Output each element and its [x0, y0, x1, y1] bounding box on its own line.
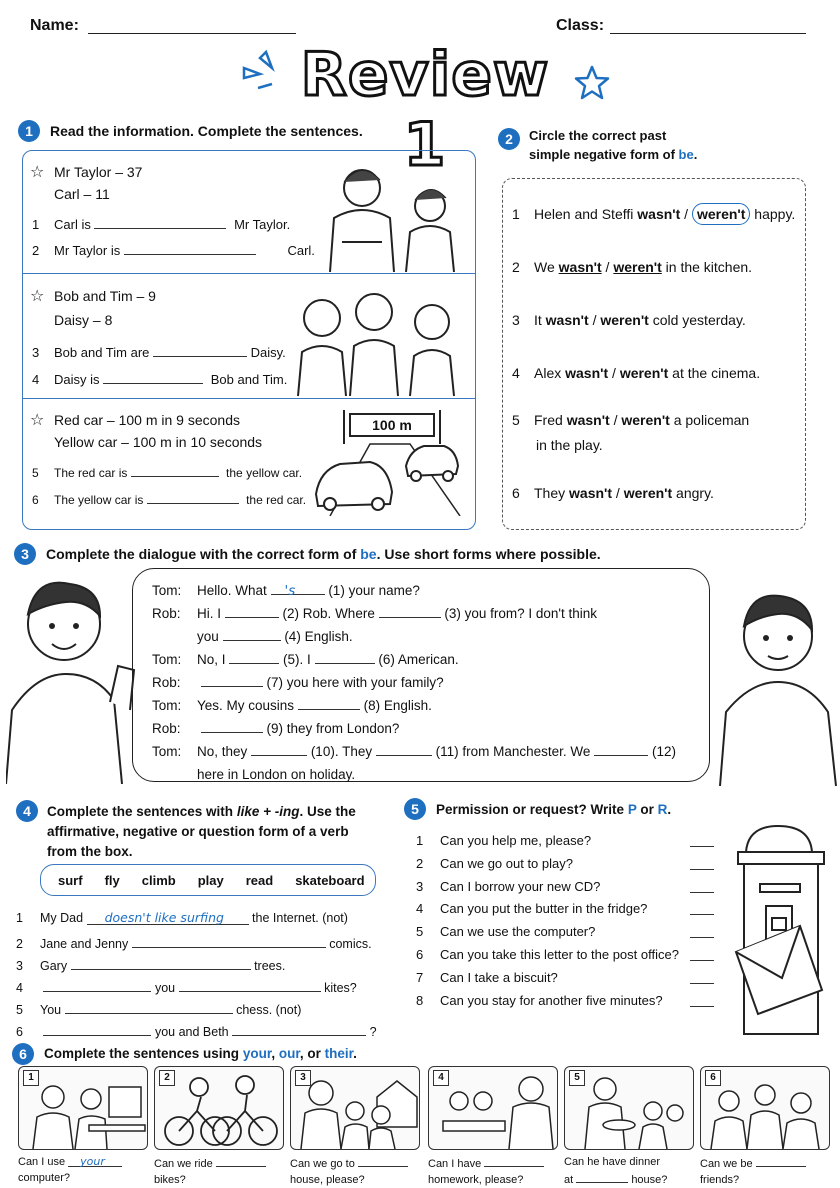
- finish-sign: 100 m: [372, 417, 412, 433]
- star-bullet-icon: ☆: [30, 412, 45, 429]
- caption-1: Can I use your computer?: [18, 1154, 146, 1186]
- caption-3: Can we go to house, please?: [290, 1154, 418, 1188]
- man-and-boy-illustration: [322, 158, 472, 272]
- answer-blank[interactable]: [576, 1170, 628, 1183]
- answer-blank[interactable]: [690, 990, 714, 1007]
- picture-6: 6: [700, 1066, 830, 1150]
- caption-6: Can we be friends?: [700, 1154, 828, 1188]
- answer-blank[interactable]: [65, 999, 233, 1014]
- info-text: Daisy – 8: [54, 312, 113, 328]
- answer-blank[interactable]: [594, 741, 648, 756]
- answer-blank[interactable]: [358, 1154, 408, 1167]
- picture-5: 5: [564, 1066, 694, 1150]
- picture-3: 3: [290, 1066, 420, 1150]
- section-5-badge: 5: [404, 798, 426, 820]
- answer-blank[interactable]: [315, 649, 375, 664]
- answer-blank[interactable]: [43, 1021, 151, 1036]
- answer-blank[interactable]: [756, 1154, 806, 1167]
- star-bullet-icon: ☆: [30, 164, 45, 181]
- exercise-4-2: 2 Jane and Jenny comics.: [16, 933, 372, 951]
- answer-blank[interactable]: [376, 741, 432, 756]
- answer-blank[interactable]: [103, 369, 203, 384]
- section-2-title-line1: Circle the correct past: [529, 128, 667, 143]
- section-5-title: Permission or request? Write P or R.: [436, 802, 672, 817]
- caption-5: Can he have dinner at house?: [564, 1156, 668, 1186]
- list-item: 5 Can we use the computer?: [416, 921, 716, 944]
- exercise-2-2: 2 We wasn't / weren't in the kitchen.: [512, 259, 753, 275]
- exercise-4-4: 4 you kites?: [16, 977, 357, 995]
- exercise-2-4: 4 Alex wasn't / weren't at the cinema.: [512, 365, 761, 381]
- exercise-4-1: 1 My Dad doesn't like surfing the Internet. (not): [16, 910, 348, 925]
- rob-illustration: [716, 582, 840, 786]
- answer-blank[interactable]: [132, 933, 326, 948]
- answer-blank[interactable]: [232, 1021, 366, 1036]
- answer-blank[interactable]: [690, 876, 714, 893]
- list-item: 2 Can we go out to play?: [416, 853, 716, 876]
- section-4-badge: 4: [16, 800, 38, 822]
- exercise-4-5: 5 You chess. (not): [16, 999, 301, 1017]
- answer-blank[interactable]: [690, 853, 714, 870]
- exercise-1-6: 6 The yellow car is the red car.: [32, 489, 306, 507]
- exercise-4-6: 6 you and Beth ?: [16, 1021, 377, 1039]
- divider: [22, 398, 476, 399]
- circled-answer[interactable]: weren't: [692, 203, 750, 225]
- section-1-title: Read the information. Complete the sentences.: [50, 123, 363, 139]
- list-item: 8 Can you stay for another five minutes?: [416, 990, 716, 1013]
- section-6-title: Complete the sentences using your, our, or their.: [44, 1046, 357, 1061]
- exercise-1-3: 3 Bob and Tim are Daisy.: [32, 342, 286, 360]
- answer-blank[interactable]: [690, 830, 714, 847]
- section-3-title: Complete the dialogue with the correct form of be. Use short forms where possible.: [46, 546, 601, 562]
- info-text: Yellow car – 100 m in 10 seconds: [54, 434, 263, 450]
- list-item: 6 Can you take this letter to the post office?: [416, 944, 716, 967]
- picture-4: 4: [428, 1066, 558, 1150]
- answer-blank[interactable]: [201, 672, 263, 687]
- answer-blank[interactable]: [379, 603, 441, 618]
- answer-blank[interactable]: [131, 462, 219, 477]
- answer-blank[interactable]: your: [68, 1154, 122, 1167]
- info-text: Red car – 100 m in 9 seconds: [54, 412, 240, 428]
- exercise-1-2: 2 Mr Taylor is Carl.: [32, 240, 315, 258]
- answer-blank[interactable]: 's: [271, 580, 325, 595]
- dialogue-text: Tom: Hello. What 's (1) your name? Rob: Hi. I (2) Rob. Where (3) you from? I don't think you (4) English. Tom: No, I (5). I (6) American. Rob: (7) you here with your family? Tom: Yes. My cousins (8) English. Rob: (9) they from London? Tom: No, they (10). They (11) from Manchester. We (12) here in London on holiday.: [152, 580, 676, 786]
- name-field[interactable]: [88, 33, 296, 34]
- answer-blank[interactable]: [201, 718, 263, 733]
- exercise-4-3: 3 Gary trees.: [16, 955, 285, 973]
- section-3-badge: 3: [14, 543, 36, 565]
- list-item: 4 Can you put the butter in the fridge?: [416, 898, 716, 921]
- exercise-1-5: 5 The red car is the yellow car.: [32, 462, 302, 480]
- answer-blank[interactable]: [179, 977, 321, 992]
- section-5-list: [416, 830, 716, 1012]
- divider: [22, 273, 476, 274]
- exercise-2-1: 1 Helen and Steffi wasn't / weren't happy.: [512, 206, 795, 222]
- exercise-2-3: 3 It wasn't / weren't cold yesterday.: [512, 312, 746, 328]
- answer-blank[interactable]: [71, 955, 251, 970]
- answer-blank[interactable]: [223, 626, 281, 641]
- name-label: Name:: [30, 17, 79, 34]
- answer-blank[interactable]: [43, 977, 151, 992]
- answer-blank[interactable]: [298, 695, 360, 710]
- list-item: 3 Can I borrow your new CD?: [416, 876, 716, 899]
- section-2-title-line2: simple negative form of be.: [529, 147, 698, 162]
- answer-blank[interactable]: [216, 1154, 266, 1167]
- three-children-illustration: [292, 282, 464, 396]
- exercise-1-4: 4 Daisy is Bob and Tim.: [32, 369, 287, 387]
- tom-illustration: [6, 570, 140, 784]
- section-4-title: Complete the sentences with like + -ing. Use the affirmative, negative or question form of a verb from the box.: [47, 804, 356, 859]
- answer-blank[interactable]: [147, 489, 239, 504]
- list-item: 1 Can you help me, please?: [416, 830, 716, 853]
- answer-blank[interactable]: [153, 342, 247, 357]
- sparkle-left-icon: [236, 44, 276, 104]
- list-item: 7 Can I take a biscuit?: [416, 967, 716, 990]
- answer-blank[interactable]: [124, 240, 256, 255]
- postbox-illustration: [730, 822, 830, 1038]
- answer-blank[interactable]: [690, 967, 714, 984]
- star-icon: [572, 64, 612, 104]
- info-text: Bob and Tim – 9: [54, 288, 156, 304]
- section-6-badge: 6: [12, 1043, 34, 1065]
- answer-blank[interactable]: [251, 741, 307, 756]
- answer-blank[interactable]: [225, 603, 279, 618]
- star-bullet-icon: ☆: [30, 288, 45, 305]
- caption-4: Can I have homework, please?: [428, 1154, 556, 1188]
- exercise-2-5-cont: in the play.: [536, 437, 603, 453]
- info-text: Carl – 11: [54, 186, 110, 202]
- picture-1: 1: [18, 1066, 148, 1150]
- class-label: Class:: [556, 17, 605, 34]
- word-box-words: surf fly climb play read skateboard: [58, 873, 365, 888]
- answer-blank[interactable]: [690, 944, 714, 961]
- class-field[interactable]: [610, 33, 806, 34]
- exercise-1-1: 1 Carl is Mr Taylor.: [32, 214, 290, 232]
- answer-blank[interactable]: [229, 649, 279, 664]
- info-text: Mr Taylor – 37: [54, 164, 143, 180]
- answer-blank[interactable]: [94, 214, 226, 229]
- answer-blank[interactable]: [690, 898, 714, 915]
- section-1-badge: 1: [18, 120, 40, 142]
- section-2-badge: 2: [498, 128, 520, 150]
- page-title: Review 1: [300, 40, 550, 180]
- exercise-2-5: 5 Fred wasn't / weren't a policeman: [512, 412, 750, 428]
- caption-2: Can we ride bikes?: [154, 1154, 282, 1188]
- answer-blank[interactable]: [484, 1154, 544, 1167]
- answer-blank[interactable]: [690, 921, 714, 938]
- answer-blank[interactable]: doesn't like surfing: [87, 910, 249, 925]
- exercise-2-6: 6 They wasn't / weren't angry.: [512, 485, 714, 501]
- picture-2: 2: [154, 1066, 284, 1150]
- section-2-panel: [502, 178, 806, 530]
